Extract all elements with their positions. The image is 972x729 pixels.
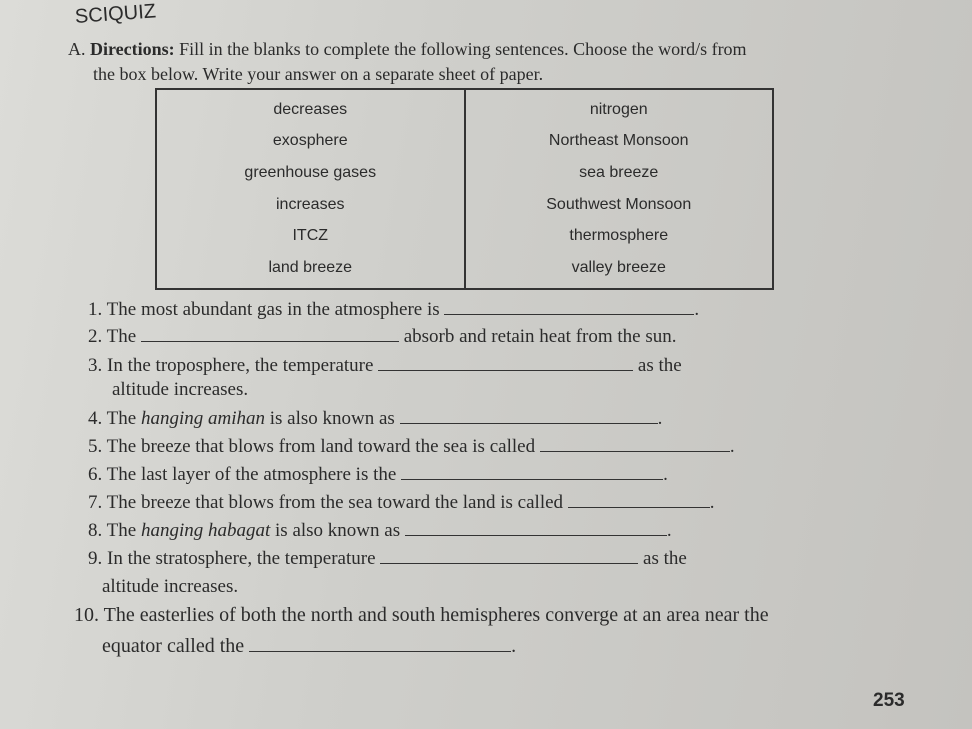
- word: thermosphere: [569, 227, 669, 245]
- q-number: 3.: [88, 355, 103, 376]
- word: Southwest Monsoon: [546, 195, 692, 213]
- q-number: 6.: [88, 464, 103, 485]
- q-text: The: [106, 520, 137, 541]
- directions-line-1: [68, 38, 747, 60]
- word: exosphere: [272, 132, 348, 150]
- q-text: In the troposphere, the temperature: [107, 355, 374, 376]
- q-end: .: [511, 635, 517, 657]
- word: Northeast Monsoon: [548, 132, 689, 150]
- section-marker: A.: [68, 39, 86, 59]
- q-end: absorb and retain heat from the sun.: [403, 326, 677, 347]
- q-text: The last layer of the atmosphere is the: [106, 464, 397, 485]
- q-number: 2.: [88, 326, 103, 347]
- q-number: 1.: [88, 299, 103, 320]
- q-number: 8.: [88, 520, 103, 541]
- question-10: [74, 604, 769, 626]
- answer-blank[interactable]: [249, 635, 511, 652]
- directions-line-2: the box below. Write your answer on a separate sheet of paper.: [93, 64, 544, 84]
- question-1: [88, 298, 699, 321]
- q-number: 4.: [88, 408, 103, 429]
- q-number: 5.: [88, 436, 103, 457]
- page-number: 253: [873, 690, 905, 711]
- q-text: The easterlies of both the north and south hemispheres converge at an area near the: [103, 604, 769, 626]
- q-end: .: [657, 408, 663, 429]
- q-text: The: [106, 326, 137, 347]
- q-text: The most abundant gas in the atmosphere is: [106, 299, 440, 320]
- word-box-left: [157, 90, 466, 288]
- q-number: 10.: [74, 604, 99, 626]
- q-italic: hanging amihan: [140, 408, 265, 429]
- directions-label: Directions:: [90, 39, 175, 59]
- word: sea breeze: [579, 164, 659, 182]
- word: nitrogen: [589, 100, 648, 118]
- question-8: [88, 519, 672, 542]
- question-9-continued: altitude increases.: [102, 576, 239, 597]
- answer-blank[interactable]: [400, 407, 658, 424]
- q-text: The: [106, 408, 137, 429]
- question-9: [88, 547, 687, 570]
- q-italic: hanging habagat: [140, 520, 271, 541]
- word: increases: [276, 195, 345, 213]
- answer-blank[interactable]: [405, 519, 667, 536]
- q-number: 7.: [88, 492, 103, 513]
- q-end: .: [729, 436, 735, 457]
- q-text: is also known as: [275, 520, 401, 541]
- question-3: [88, 354, 682, 377]
- question-2: [88, 325, 677, 348]
- question-7: [88, 491, 715, 514]
- question-6: [88, 463, 668, 486]
- directions-text: Fill in the blanks to complete the following sentences. Choose the word/s from: [179, 39, 747, 59]
- word-box-right: [466, 90, 773, 288]
- word: land breeze: [268, 259, 353, 277]
- word: greenhouse gases: [244, 164, 377, 182]
- answer-blank[interactable]: [380, 547, 638, 564]
- question-3-continued: altitude increases.: [112, 379, 249, 400]
- q-text: equator called the: [102, 635, 245, 657]
- answer-blank[interactable]: [141, 325, 399, 342]
- answer-blank[interactable]: [568, 491, 710, 508]
- word: decreases: [273, 100, 348, 118]
- question-5: [88, 435, 735, 458]
- answer-blank[interactable]: [378, 354, 633, 371]
- q-number: 9.: [88, 548, 103, 569]
- word: ITCZ: [292, 227, 329, 245]
- q-end: as the: [643, 548, 687, 569]
- q-text: The breeze that blows from land toward the sea is called: [106, 436, 536, 457]
- answer-blank[interactable]: [401, 463, 663, 480]
- q-text: is also known as: [269, 408, 395, 429]
- question-4: [88, 407, 662, 430]
- question-10-continued: [102, 635, 516, 657]
- word-box: [155, 88, 774, 290]
- q-end: .: [694, 299, 700, 320]
- q-text: In the stratosphere, the temperature: [107, 548, 376, 569]
- q-text: The breeze that blows from the sea toward the land is called: [106, 492, 564, 513]
- q-end: as the: [637, 355, 682, 376]
- answer-blank[interactable]: [444, 298, 694, 315]
- word: valley breeze: [571, 259, 666, 277]
- quiz-title: SCIQUIZ: [74, 0, 157, 28]
- q-end: .: [709, 492, 715, 513]
- q-end: .: [666, 520, 672, 541]
- q-end: .: [663, 464, 668, 485]
- answer-blank[interactable]: [540, 435, 730, 452]
